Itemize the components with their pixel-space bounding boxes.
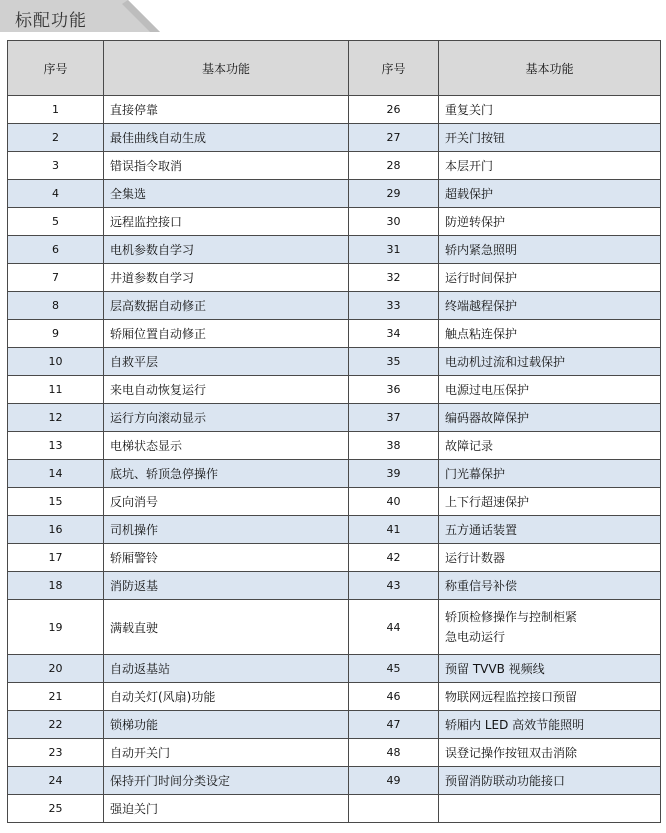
function-cell-right: 触点粘连保护 (439, 320, 661, 348)
seq-cell-right: 34 (349, 320, 439, 348)
seq-cell-right: 28 (349, 152, 439, 180)
seq-cell-left: 11 (8, 376, 104, 404)
table-row (8, 572, 661, 600)
seq-cell-left: 18 (8, 572, 104, 600)
seq-cell-left: 5 (8, 208, 104, 236)
seq-cell-left: 20 (8, 655, 104, 683)
table-row (8, 180, 661, 208)
seq-cell-right: 30 (349, 208, 439, 236)
table-header-row (8, 41, 661, 96)
seq-cell-right: 43 (349, 572, 439, 600)
seq-cell-left: 13 (8, 432, 104, 460)
function-cell-left: 自动返基站 (104, 655, 349, 683)
function-cell-left: 电机参数自学习 (104, 236, 349, 264)
seq-cell-left: 8 (8, 292, 104, 320)
seq-cell-left: 10 (8, 348, 104, 376)
seq-cell-left: 19 (8, 600, 104, 655)
function-cell-left: 电梯状态显示 (104, 432, 349, 460)
function-cell-right: 电动机过流和过载保护 (439, 348, 661, 376)
seq-cell-right: 47 (349, 711, 439, 739)
seq-cell-right: 36 (349, 376, 439, 404)
table-row (8, 320, 661, 348)
table-row (8, 376, 661, 404)
seq-cell-right: 45 (349, 655, 439, 683)
function-cell-right: 防逆转保护 (439, 208, 661, 236)
function-table-container (7, 40, 660, 823)
function-cell-left: 锁梯功能 (104, 711, 349, 739)
function-cell-right (439, 600, 661, 655)
function-cell-right: 轿厢内 LED 高效节能照明 (439, 711, 661, 739)
table-row (8, 488, 661, 516)
table-row (8, 96, 661, 124)
table-row (8, 544, 661, 572)
function-cell-left: 层高数据自动修正 (104, 292, 349, 320)
function-cell-left: 最佳曲线自动生成 (104, 124, 349, 152)
function-cell-right: 运行计数器 (439, 544, 661, 572)
seq-cell-left: 16 (8, 516, 104, 544)
function-cell-right: 电源过电压保护 (439, 376, 661, 404)
seq-cell-right: 26 (349, 96, 439, 124)
function-cell-right: 运行时间保护 (439, 264, 661, 292)
function-cell-right: 预留 TVVB 视频线 (439, 655, 661, 683)
function-cell-right: 故障记录 (439, 432, 661, 460)
table-row (8, 432, 661, 460)
page-title: 标配功能 (15, 11, 87, 31)
function-line-1: 轿顶检修操作与控制柜紧 (445, 610, 578, 624)
seq-cell-right: 31 (349, 236, 439, 264)
function-cell-left: 远程监控接口 (104, 208, 349, 236)
function-cell-left: 保持开门时间分类设定 (104, 767, 349, 795)
function-cell-left: 消防返基 (104, 572, 349, 600)
seq-cell-right: 42 (349, 544, 439, 572)
seq-cell-right: 32 (349, 264, 439, 292)
function-cell-right: 超载保护 (439, 180, 661, 208)
function-cell-right: 误登记操作按钮双击消除 (439, 739, 661, 767)
seq-cell-left: 22 (8, 711, 104, 739)
function-cell-left: 错误指令取消 (104, 152, 349, 180)
table-row (8, 767, 661, 795)
seq-cell-left: 15 (8, 488, 104, 516)
table-row (8, 683, 661, 711)
header-function-2: 基本功能 (439, 41, 661, 96)
function-cell-right: 上下行超速保护 (439, 488, 661, 516)
table-row (8, 404, 661, 432)
section-title-tab (0, 0, 166, 32)
seq-cell-left: 2 (8, 124, 104, 152)
seq-cell-left: 7 (8, 264, 104, 292)
seq-cell-left: 12 (8, 404, 104, 432)
table-row (8, 711, 661, 739)
function-cell-left: 全集选 (104, 180, 349, 208)
table-row (8, 795, 661, 823)
seq-cell-right: 29 (349, 180, 439, 208)
seq-cell-right: 48 (349, 739, 439, 767)
function-cell-right (439, 795, 661, 823)
table-row (8, 600, 661, 655)
header-seq-2: 序号 (349, 41, 439, 96)
function-cell-right: 轿内紧急照明 (439, 236, 661, 264)
function-table (7, 40, 661, 823)
table-row (8, 124, 661, 152)
function-cell-right: 本层开门 (439, 152, 661, 180)
seq-cell-right: 49 (349, 767, 439, 795)
seq-cell-right: 46 (349, 683, 439, 711)
table-row (8, 655, 661, 683)
function-cell-right: 预留消防联动功能接口 (439, 767, 661, 795)
function-cell-left: 井道参数自学习 (104, 264, 349, 292)
function-cell-left: 自动关灯(风扇)功能 (104, 683, 349, 711)
table-row (8, 152, 661, 180)
header-function-1: 基本功能 (104, 41, 349, 96)
seq-cell-left: 1 (8, 96, 104, 124)
seq-cell-left: 3 (8, 152, 104, 180)
function-cell-left: 直接停靠 (104, 96, 349, 124)
seq-cell-right: 33 (349, 292, 439, 320)
seq-cell-right (349, 795, 439, 823)
function-cell-right: 开关门按钮 (439, 124, 661, 152)
function-cell-left: 轿厢警铃 (104, 544, 349, 572)
function-cell-left: 运行方向滚动显示 (104, 404, 349, 432)
function-cell-left: 司机操作 (104, 516, 349, 544)
seq-cell-right: 35 (349, 348, 439, 376)
function-cell-left: 反向消号 (104, 488, 349, 516)
seq-cell-left: 6 (8, 236, 104, 264)
seq-cell-left: 24 (8, 767, 104, 795)
function-cell-right: 称重信号补偿 (439, 572, 661, 600)
seq-cell-right: 44 (349, 600, 439, 655)
function-cell-left: 自动开关门 (104, 739, 349, 767)
seq-cell-right: 38 (349, 432, 439, 460)
function-cell-right: 重复关门 (439, 96, 661, 124)
seq-cell-left: 23 (8, 739, 104, 767)
seq-cell-right: 41 (349, 516, 439, 544)
table-row (8, 208, 661, 236)
function-cell-left: 底坑、轿顶急停操作 (104, 460, 349, 488)
seq-cell-left: 17 (8, 544, 104, 572)
seq-cell-right: 37 (349, 404, 439, 432)
function-line-2: 急电动运行 (445, 630, 506, 644)
function-cell-right: 五方通话装置 (439, 516, 661, 544)
table-row (8, 348, 661, 376)
seq-cell-right: 27 (349, 124, 439, 152)
seq-cell-right: 39 (349, 460, 439, 488)
seq-cell-left: 4 (8, 180, 104, 208)
seq-cell-left: 21 (8, 683, 104, 711)
table-row (8, 264, 661, 292)
table-row (8, 516, 661, 544)
table-body (8, 96, 661, 823)
function-cell-right: 物联网远程监控接口预留 (439, 683, 661, 711)
function-cell-left: 满载直驶 (104, 600, 349, 655)
table-row (8, 739, 661, 767)
header-seq-1: 序号 (8, 41, 104, 96)
table-row (8, 292, 661, 320)
seq-cell-left: 14 (8, 460, 104, 488)
function-cell-right: 终端越程保护 (439, 292, 661, 320)
function-cell-left: 轿厢位置自动修正 (104, 320, 349, 348)
function-cell-right: 门光幕保护 (439, 460, 661, 488)
function-cell-left: 来电自动恢复运行 (104, 376, 349, 404)
function-cell-right: 编码器故障保护 (439, 404, 661, 432)
seq-cell-right: 40 (349, 488, 439, 516)
function-cell-left: 自救平层 (104, 348, 349, 376)
table-row (8, 460, 661, 488)
function-cell-left: 强迫关门 (104, 795, 349, 823)
table-row (8, 236, 661, 264)
seq-cell-left: 9 (8, 320, 104, 348)
seq-cell-left: 25 (8, 795, 104, 823)
